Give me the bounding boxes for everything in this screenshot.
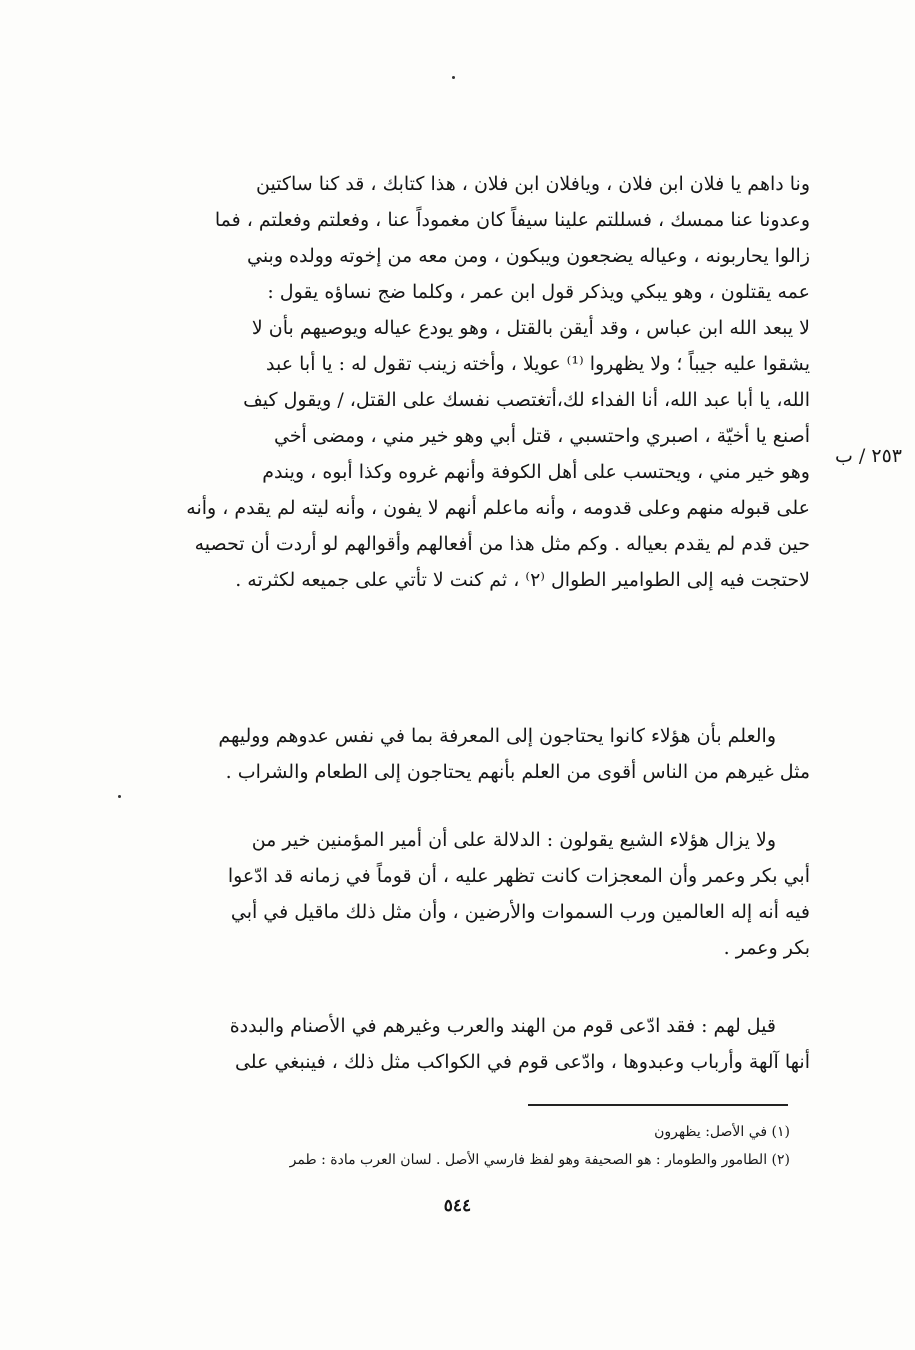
text-line: ولا يزال هؤلاء الشيع يقولون : الدلالة على أن أمير المؤمنين خير من	[251, 829, 776, 851]
text-line: أبي بكر وعمر وأن المعجزات كانت تظهر عليه ، أن قوماً في زمانه قد ادّعوا	[227, 865, 810, 887]
paragraph-3	[110, 822, 810, 966]
paragraph-1	[110, 166, 810, 598]
text-line: أصنع يا أخيّة ، اصبري واحتسبي ، قتل أبي وهو خير مني ، ومضى أخي	[273, 425, 810, 447]
text-line: وهو خير مني ، ويحتسب على أهل الكوفة وأنهم غروه وكذا أبوه ، ويندم	[262, 461, 810, 483]
text-line: يشقوا عليه جيباً ؛ ولا يظهروا ⁽¹⁾ عويلا ، وأخته زينب تقول له : يا أبا عبد	[266, 353, 810, 375]
text-line: على قبوله منهم وعلى قدومه ، وأنه ماعلم أنهم لا يفون ، وأنه ليته لم يقدم ، وأنه	[186, 497, 810, 519]
text-line: لاحتجت فيه إلى الطوامير الطوال ⁽٢⁾ ، ثم كنت لا تأتي على جميعه لكثرته .	[235, 569, 810, 591]
text-line: فيه أنه إله العالمين ورب السموات والأرضين ، وأن مثل ذلك ماقيل في أبي	[230, 901, 810, 923]
footnotes	[150, 1118, 790, 1174]
text-line: ونا داهم يا فلان ابن فلان ، ويافلان ابن فلان ، هذا كتابك ، قد كنا ساكتين	[255, 173, 810, 195]
text-line: زالوا يحاربونه ، وعياله يضجعون ويبكون ، ومن معه من إخوته وولده وبني	[246, 245, 810, 267]
scan-speck	[118, 795, 121, 798]
text-line: عمه يقتلون ، وهو يبكي ويذكر قول ابن عمر ، وكلما ضج نساؤه يقول :	[267, 281, 810, 303]
text-line: قيل لهم : فقد ادّعى قوم من الهند والعرب وغيرهم في الأصنام والبددة	[229, 1015, 776, 1037]
paragraph-4	[110, 1008, 810, 1080]
text-line: مثل غيرهم من الناس أقوى من العلم بأنهم يحتاجون إلى الطعام والشراب .	[225, 761, 810, 783]
text-line: لا يبعد الله ابن عباس ، وقد أيقن بالقتل ، وهو يودع عياله ويوصيهم بأن لا	[251, 317, 810, 339]
footnote-divider	[528, 1104, 788, 1106]
text-line: والعلم بأن هؤلاء كانوا يحتاجون إلى المعرفة بما في نفس عدوهم ووليهم	[218, 725, 776, 747]
footnote-1: (١) في الأصل: يظهرون	[654, 1124, 790, 1140]
footnote-2: (٢) الطامور والطومار : هو الصحيفة وهو لفظ فارسي الأصل . لسان العرب مادة : طمر	[289, 1152, 790, 1168]
text-line: أنها آلهة وأرباب وعبدوها ، وادّعى قوم في الكواكب مثل ذلك ، فينبغي على	[234, 1051, 810, 1073]
page-number: ٥٤٤	[443, 1196, 472, 1216]
scan-speck	[452, 76, 455, 79]
text-line: الله، يا أبا عبد الله، أنا الفداء لك،أتغتصب نفسك على القتل، / ويقول كيف	[243, 389, 810, 411]
text-line: حين قدم لم يقدم بعياله . وكم مثل هذا من أفعالهم وأقوالهم لو أردت أن تحصيه	[194, 533, 810, 555]
margin-folio-note: ٢٥٣ / ب	[835, 445, 902, 467]
paragraph-2	[110, 718, 810, 790]
text-line: بكر وعمر .	[723, 937, 810, 959]
text-line: وعدونا عنا ممسك ، فسللتم علينا سيفاً كان مغموداً عنا ، وفعلتم وفعلتم ، فما	[214, 209, 810, 231]
